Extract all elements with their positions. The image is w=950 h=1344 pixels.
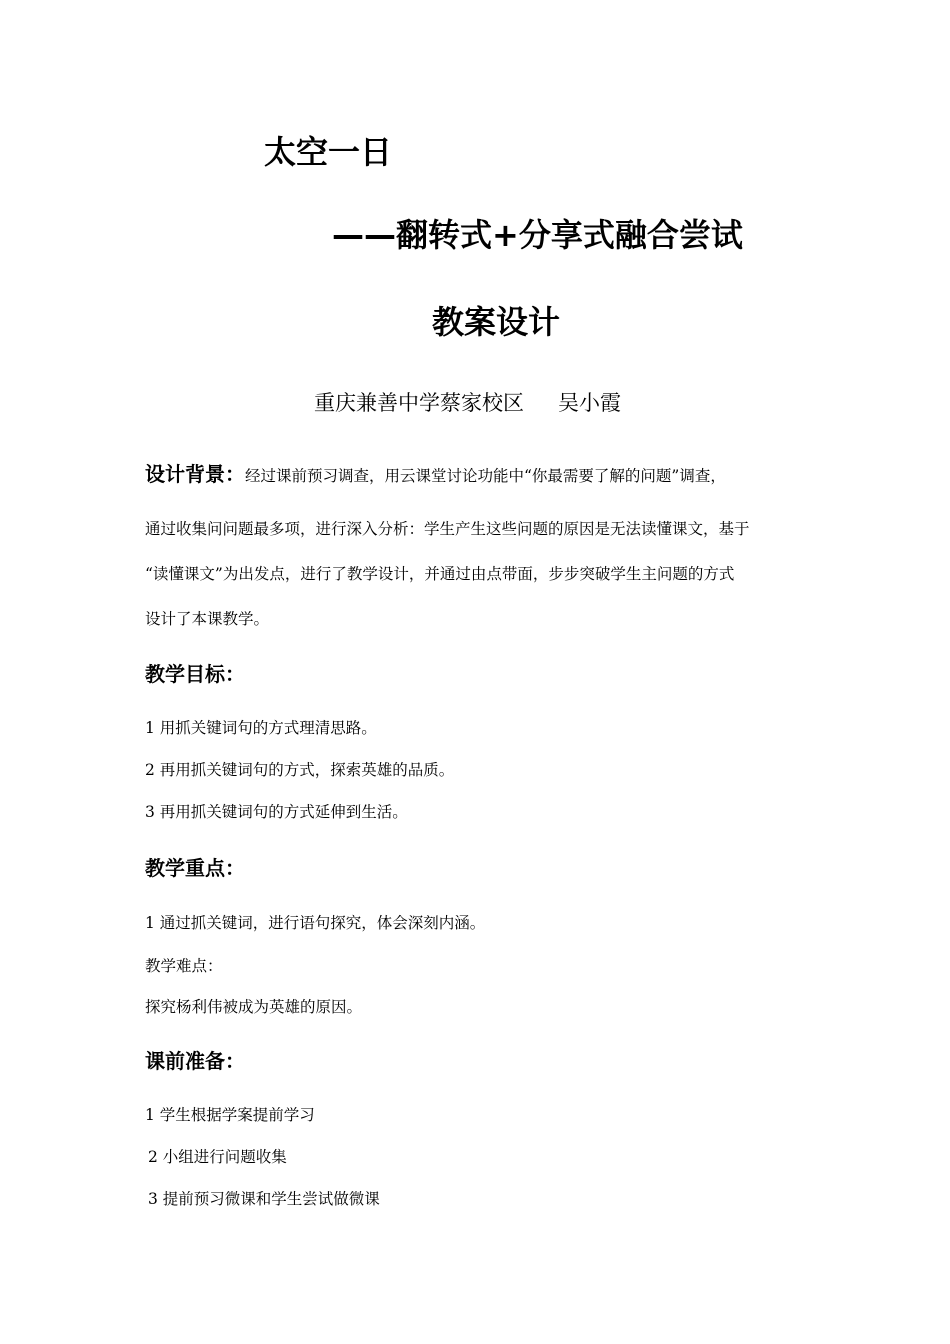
key-point-item: 1 通过抓关键词，进行语句探究，体会深刻内涵。 <box>145 914 486 932</box>
preparation-heading: 课前准备： <box>145 1049 245 1073</box>
author-line <box>314 388 621 418</box>
objectives-heading: 教学目标： <box>145 662 245 686</box>
key-points-heading: 教学重点： <box>145 856 245 880</box>
background-text-4: 设计了本课教学。 <box>145 610 270 628</box>
preparation-item: 2 小组进行问题收集 <box>148 1148 287 1166</box>
doc-subtitle: ——翻转式+分享式融合尝试 <box>332 216 743 254</box>
background-first-line <box>145 460 726 490</box>
author-school: 重庆兼善中学蔡家校区 <box>314 391 524 415</box>
objective-item: 3 再用抓关键词句的方式延伸到生活。 <box>145 803 408 821</box>
background-text-3: “读懂课文”为出发点，进行了教学设计，并通过由点带面，步步突破学生主问题的方式 <box>145 565 735 583</box>
objective-item: 2 再用抓关键词句的方式，探索英雄的品质。 <box>145 761 455 779</box>
author-name: 吴小霞 <box>558 391 621 415</box>
background-heading: 设计背景： <box>145 462 245 486</box>
preparation-item: 1 学生根据学案提前学习 <box>145 1106 315 1124</box>
doc-subtitle-2: 教案设计 <box>432 303 561 341</box>
difficulty-text: 探究杨利伟被成为英雄的原因。 <box>145 998 363 1016</box>
objective-item: 1 用抓关键词句的方式理清思路。 <box>145 719 377 737</box>
preparation-item: 3 提前预习微课和学生尝试做微课 <box>148 1190 380 1208</box>
difficulty-label: 教学难点： <box>145 957 223 975</box>
doc-title: 太空一日 <box>264 133 393 171</box>
background-text-2: 通过收集问问题最多项，进行深入分析：学生产生这些问题的原因是无法读懂课文，基于 <box>145 520 750 538</box>
background-text-1: 经过课前预习调查，用云课堂讨论功能中“你最需要了解的问题”调查， <box>245 467 726 485</box>
